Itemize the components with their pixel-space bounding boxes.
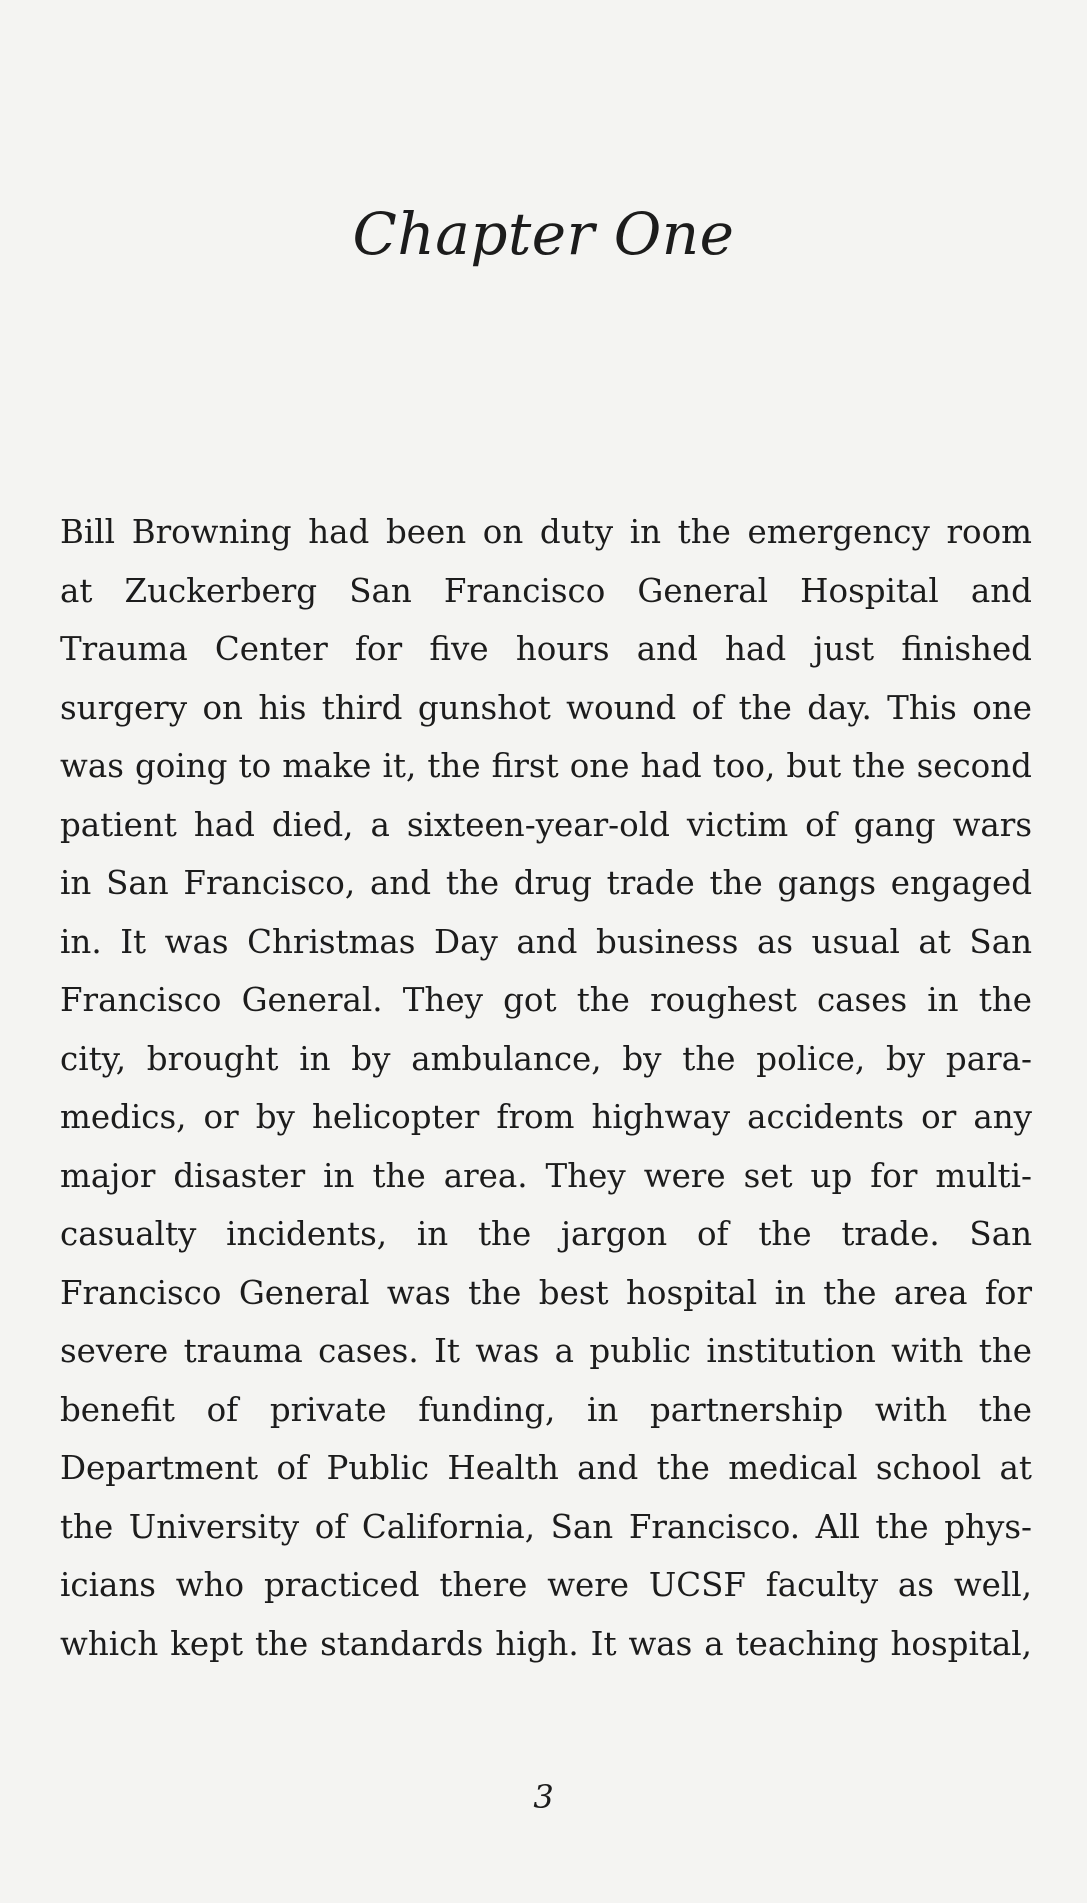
page-number: 3 xyxy=(533,1778,554,1816)
text-line: at Zuckerberg San Francisco General Hospital and xyxy=(60,571,1032,610)
text-line: Francisco General was the best hospital in the area for xyxy=(60,1273,1032,1312)
text-line: icians who practiced there were UCSF faculty as well, xyxy=(60,1566,1032,1604)
text-line: Francisco General. They got the roughest cases in the xyxy=(60,981,1032,1019)
text-line: city, brought in by ambulance, by the police, by para- xyxy=(60,1039,1032,1078)
body-text xyxy=(60,503,1032,1673)
text-line: in. It was Christmas Day and business as usual at San xyxy=(60,922,1032,961)
text-line: Trauma Center for five hours and had just finished xyxy=(60,630,1032,668)
text-line: medics, or by helicopter from highway accidents or any xyxy=(60,1098,1032,1136)
text-line: Department of Public Health and the medical school at xyxy=(60,1449,1032,1487)
text-line: major disaster in the area. They were set up for multi- xyxy=(60,1156,1032,1195)
chapter-title: Chapter One xyxy=(352,200,735,268)
text-line: the University of California, San Francisco. All the phys- xyxy=(60,1507,1032,1546)
text-line: was going to make it, the first one had too, but the second xyxy=(60,747,1032,785)
text-line: benefit of private funding, in partnership with the xyxy=(60,1390,1032,1429)
text-line: Bill Browning had been on duty in the emergency room xyxy=(60,513,1032,551)
text-line: which kept the standards high. It was a teaching hospital, xyxy=(60,1624,1032,1663)
text-line: patient had died, a sixteen-year-old victim of gang wars xyxy=(60,805,1032,844)
text-line: surgery on his third gunshot wound of the day. This one xyxy=(60,688,1032,727)
text-line: severe trauma cases. It was a public institution with the xyxy=(60,1332,1032,1370)
text-line: in San Francisco, and the drug trade the gangs engaged xyxy=(60,864,1032,902)
text-line: casualty incidents, in the jargon of the trade. San xyxy=(60,1215,1032,1253)
